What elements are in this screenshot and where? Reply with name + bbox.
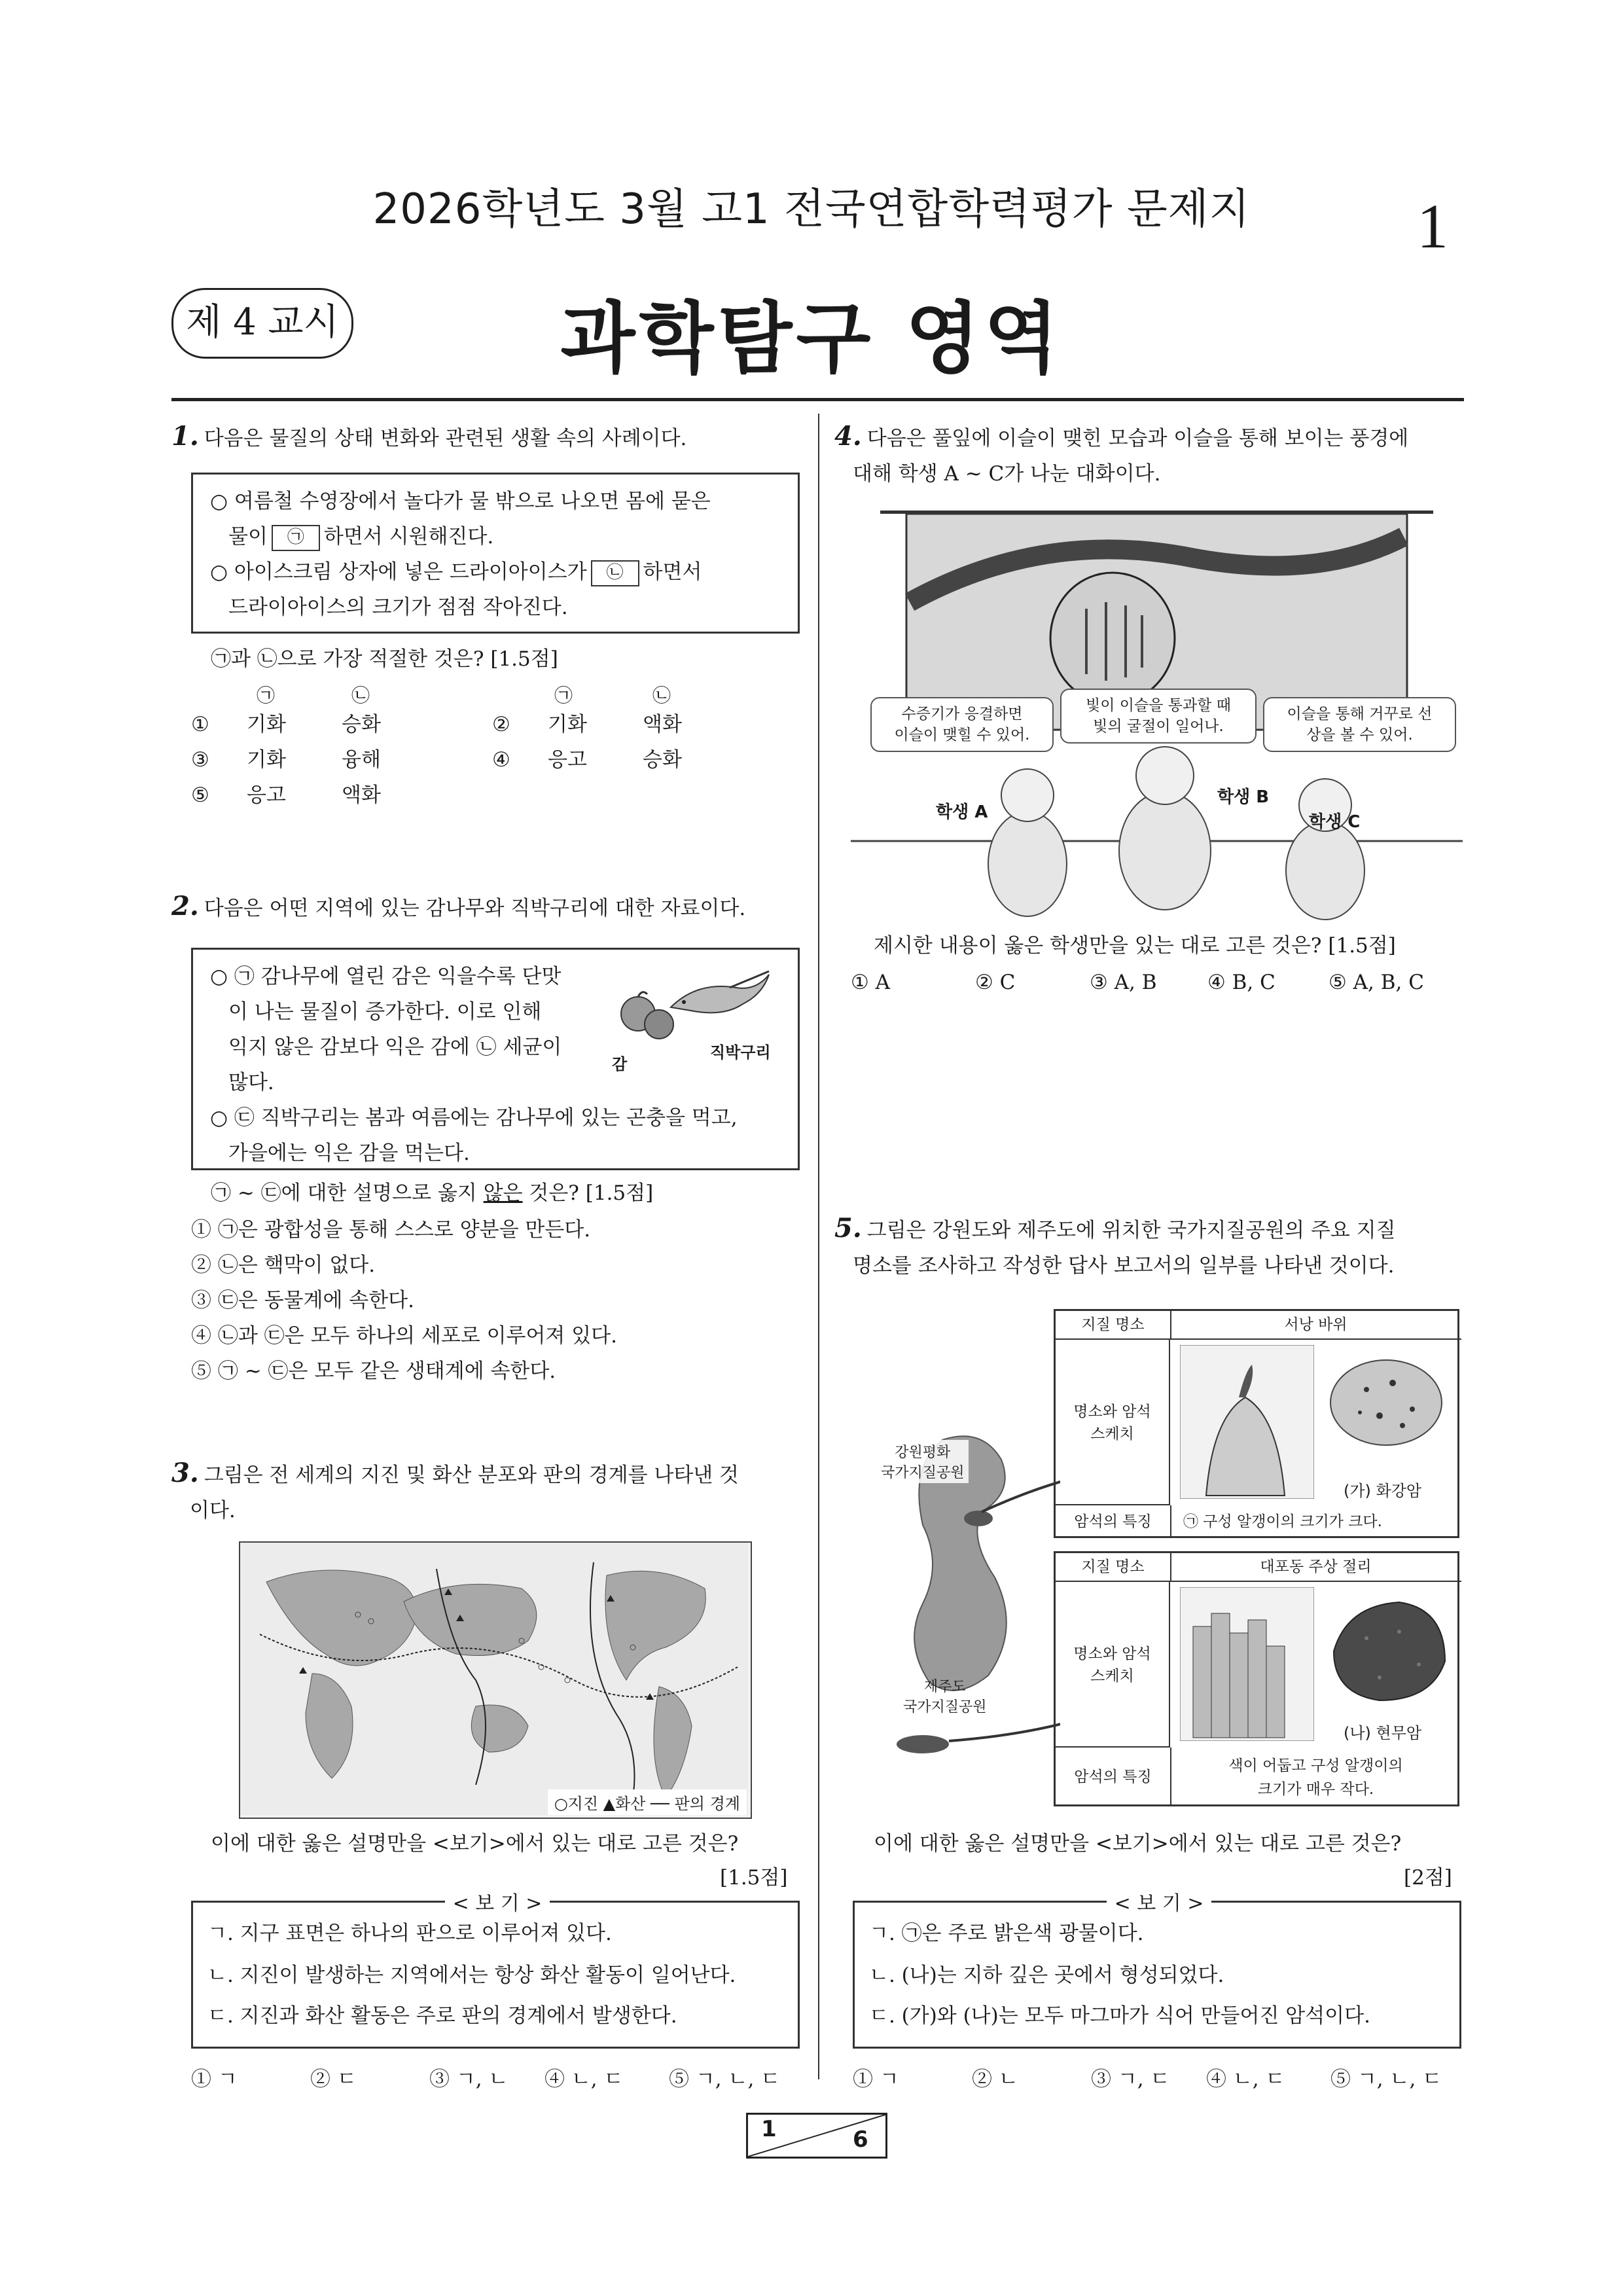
- q5-question: 이에 대한 옳은 설명만을 <보기>에서 있는 대로 고른 것은?: [874, 1832, 1402, 1856]
- bird-label: 직박구리: [710, 1043, 771, 1062]
- choice-2[interactable]: ②: [492, 713, 510, 736]
- choice-3[interactable]: ③ A, B: [1090, 971, 1157, 994]
- rock-sketch-jusangjeolli: [1180, 1587, 1314, 1741]
- speech-bubble-b: 빛이 이슬을 통과할 때 빛의 굴절이 일어나.: [1060, 689, 1257, 744]
- q3-question: 이에 대한 옳은 설명만을 <보기>에서 있는 대로 고른 것은?: [211, 1832, 739, 1856]
- q4-prompt: 4. 다음은 풀잎에 이슬이 맺힌 모습과 이슬을 통해 보이는 풍경에 대해 학생 A ~ C가 나눈 대화이다.: [834, 421, 1409, 486]
- basalt-label: (나) 현무암: [1344, 1724, 1422, 1742]
- world-map-figure: [239, 1541, 752, 1819]
- bogi-item-2: ㄴ. 지진이 발생하는 지역에서는 항상 화산 활동이 일어난다.: [207, 1964, 736, 1987]
- choice-4[interactable]: ④ B, C: [1207, 971, 1275, 994]
- column-divider: [818, 414, 819, 2079]
- speech-bubble-c: 이슬을 통해 거꾸로 선 상을 볼 수 있어.: [1263, 697, 1456, 752]
- q1-choices: ㉠ ㉡ ㉠ ㉡ ① 기화 승화 ② 기화 액화 ③ 기화 융해 ④ 응고 승화 ⑤ 응고 액화: [191, 678, 793, 813]
- choice-1[interactable]: ① ㉠은 광합성을 통해 스스로 양분을 만든다.: [191, 1218, 591, 1242]
- blank-1: ㉠: [272, 525, 320, 551]
- choice-5[interactable]: ⑤ ㄱ, ㄴ, ㄷ: [1330, 2068, 1442, 2091]
- subject-title: 과학탐구 영역: [560, 293, 1063, 384]
- q2-choices: [191, 1212, 793, 1389]
- q2-prompt: 2. 다음은 어떤 지역에 있는 감나무와 직박구리에 대한 자료이다.: [171, 891, 746, 922]
- choice-5[interactable]: ⑤ ㉠ ~ ㉢은 모두 같은 생태계에 속한다.: [191, 1359, 556, 1383]
- park-label-jeju: 제주도 국가지질공원: [903, 1679, 987, 1715]
- choice-1[interactable]: ① ㄱ: [191, 2068, 238, 2091]
- period-badge: 제 4 교시: [171, 288, 353, 359]
- q1-prompt: 1. 다음은 물질의 상태 변화와 관련된 생활 속의 사례이다.: [171, 421, 687, 452]
- q1-row-1: ① 기화 승화 ② 기화 액화: [191, 707, 793, 742]
- rock-sketch-seonang: [1180, 1345, 1314, 1499]
- q4-figure: [851, 497, 1463, 929]
- choice-1[interactable]: ① ㄱ: [853, 2068, 899, 2091]
- choice-1[interactable]: ① A: [851, 971, 891, 994]
- choice-5[interactable]: ⑤ A, B, C: [1329, 971, 1424, 994]
- q2-question: ㉠ ~ ㉢에 대한 설명으로 옳지 않은 것은? [1.5점]: [211, 1181, 654, 1205]
- speech-bubble-a: 수증기가 응결하면 이슬이 맺힐 수 있어.: [870, 697, 1054, 752]
- choice-2[interactable]: ② ㄷ: [310, 2068, 357, 2091]
- granite-label: (가) 화강암: [1344, 1482, 1422, 1500]
- q1-box: ○ 여름철 수영장에서 놀다가 물 밖으로 나오면 몸에 묻은 물이 ㉠ 하면서 시원해진다. ○ 아이스크림 상자에 넣은 드라이아이스가 ㉡ 하면서 드라이아이스의 크기가 점점 작아진다.: [191, 473, 800, 634]
- bogi-item-3: ㄷ. (가)와 (나)는 모두 마그마가 식어 만들어진 암석이다.: [869, 2004, 1370, 2028]
- page-indicator: [746, 2113, 887, 2159]
- bogi-item-1: ㄱ. ㉠은 주로 밝은색 광물이다.: [869, 1922, 1144, 1945]
- choice-5[interactable]: ⑤ ㄱ, ㄴ, ㄷ: [669, 2068, 781, 2091]
- total-pages: 6: [853, 2126, 868, 2153]
- exam-title: 2026학년도 3월 고1 전국연합학력평가 문제지: [372, 185, 1251, 234]
- current-page: 1: [761, 2116, 777, 2142]
- header-rule: [171, 398, 1464, 401]
- map-legend: ○지진 ▲화산 ── 판의 경계: [548, 1789, 747, 1815]
- world-map: [240, 1543, 748, 1815]
- choice-3[interactable]: ③ ㉢은 동물계에 속한다.: [191, 1289, 414, 1312]
- q4-question: 제시한 내용이 옳은 학생만을 있는 대로 고른 것은? [1.5점]: [874, 934, 1396, 958]
- park-label-gangwon: 강원평화 국가지질공원: [877, 1440, 969, 1483]
- bogi-item-2: ㄴ. (나)는 지하 깊은 곳에서 형성되었다.: [869, 1964, 1224, 1987]
- page-number: 1: [1417, 191, 1448, 261]
- q5-bogi-box: < 보 기 > ㄱ. ㉠은 주로 밝은색 광물이다. ㄴ. (나)는 지하 깊은 곳에서 형성되었다. ㄷ. (가)와 (나)는 모두 마그마가 식어 만들어진 암석이다.: [853, 1901, 1461, 2049]
- choice-2[interactable]: ② ㄴ: [972, 2068, 1018, 2091]
- choice-4[interactable]: ④ ㄴ, ㄷ: [1206, 2068, 1285, 2091]
- q2-box: ○ ㉠ 감나무에 열린 감은 익을수록 단맛 이 나는 물질이 증가한다. 이로 인해 익지 않은 감보다 익은 감에 ㉡ 세균이 많다. ○ ㉢ 직박구리는 봄과 여름에는 감나무에 있는 곤충을 먹고, 가을에는 익은 감을 먹는다. 감 직박구리: [191, 948, 800, 1170]
- choice-2[interactable]: ② ㉡은 핵막이 없다.: [191, 1253, 376, 1277]
- choice-4[interactable]: ④: [492, 748, 510, 772]
- q5-points: [2점]: [1404, 1866, 1452, 1890]
- report-table-2: 지질 명소 대포동 주상 절리 명소와 암석 스케치 (나) 현무암 암석의 특징 색이 어둡고 구성 알갱이의 크기가 매우 작다.: [1054, 1551, 1459, 1806]
- bogi-item-1: ㄱ. 지구 표면은 하나의 판으로 이루어져 있다.: [207, 1922, 612, 1945]
- student-a-label: 학생 A: [936, 802, 988, 822]
- choice-4[interactable]: ④ ㉡과 ㉢은 모두 하나의 세포로 이루어져 있다.: [191, 1324, 617, 1348]
- student-b-label: 학생 B: [1217, 787, 1270, 807]
- choice-4[interactable]: ④ ㄴ, ㄷ: [544, 2068, 624, 2091]
- choice-3[interactable]: ③: [191, 748, 209, 772]
- blank-2: ㉡: [591, 560, 639, 586]
- q1-question: ㉠과 ㉡으로 가장 적절한 것은? [1.5점]: [211, 647, 558, 671]
- choice-2[interactable]: ② C: [975, 971, 1016, 994]
- q1-row-2: ③ 기화 융해 ④ 응고 승화: [191, 742, 793, 778]
- choice-5[interactable]: ⑤: [191, 783, 209, 807]
- q5-prompt: 5. 그림은 강원도와 제주도에 위치한 국가지질공원의 주요 지질 명소를 조사하고 작성한 답사 보고서의 일부를 나타낸 것이다.: [834, 1213, 1396, 1278]
- basalt-icon: [1321, 1592, 1452, 1704]
- q3-prompt: 3. 그림은 전 세계의 지진 및 화산 분포와 판의 경계를 나타낸 것 이다.: [171, 1458, 740, 1522]
- report-table-1: 지질 명소 서낭 바위 명소와 암석 스케치 (가) 화강암 암석의 특징 ㉠ 구성 알갱이의 크기가 크다.: [1054, 1309, 1459, 1538]
- granite-icon: [1321, 1350, 1452, 1455]
- persimmon-label: 감: [612, 1055, 628, 1073]
- student-c-label: 학생 C: [1309, 812, 1361, 832]
- choice-1[interactable]: ①: [191, 713, 209, 736]
- choice-3[interactable]: ③ ㄱ, ㄷ: [1091, 2068, 1170, 2091]
- q3-bogi-box: < 보 기 > ㄱ. 지구 표면은 하나의 판으로 이루어져 있다. ㄴ. 지진이 발생하는 지역에서는 항상 화산 활동이 일어난다. ㄷ. 지진과 화산 활동은 주로 판의 경계에서 발생한다.: [191, 1901, 800, 2049]
- choice-3[interactable]: ③ ㄱ, ㄴ: [429, 2068, 508, 2091]
- q1-row-3: ⑤ 응고 액화: [191, 778, 793, 813]
- q3-points: [1.5점]: [720, 1866, 788, 1890]
- bogi-item-3: ㄷ. 지진과 화산 활동은 주로 판의 경계에서 발생한다.: [207, 2004, 677, 2028]
